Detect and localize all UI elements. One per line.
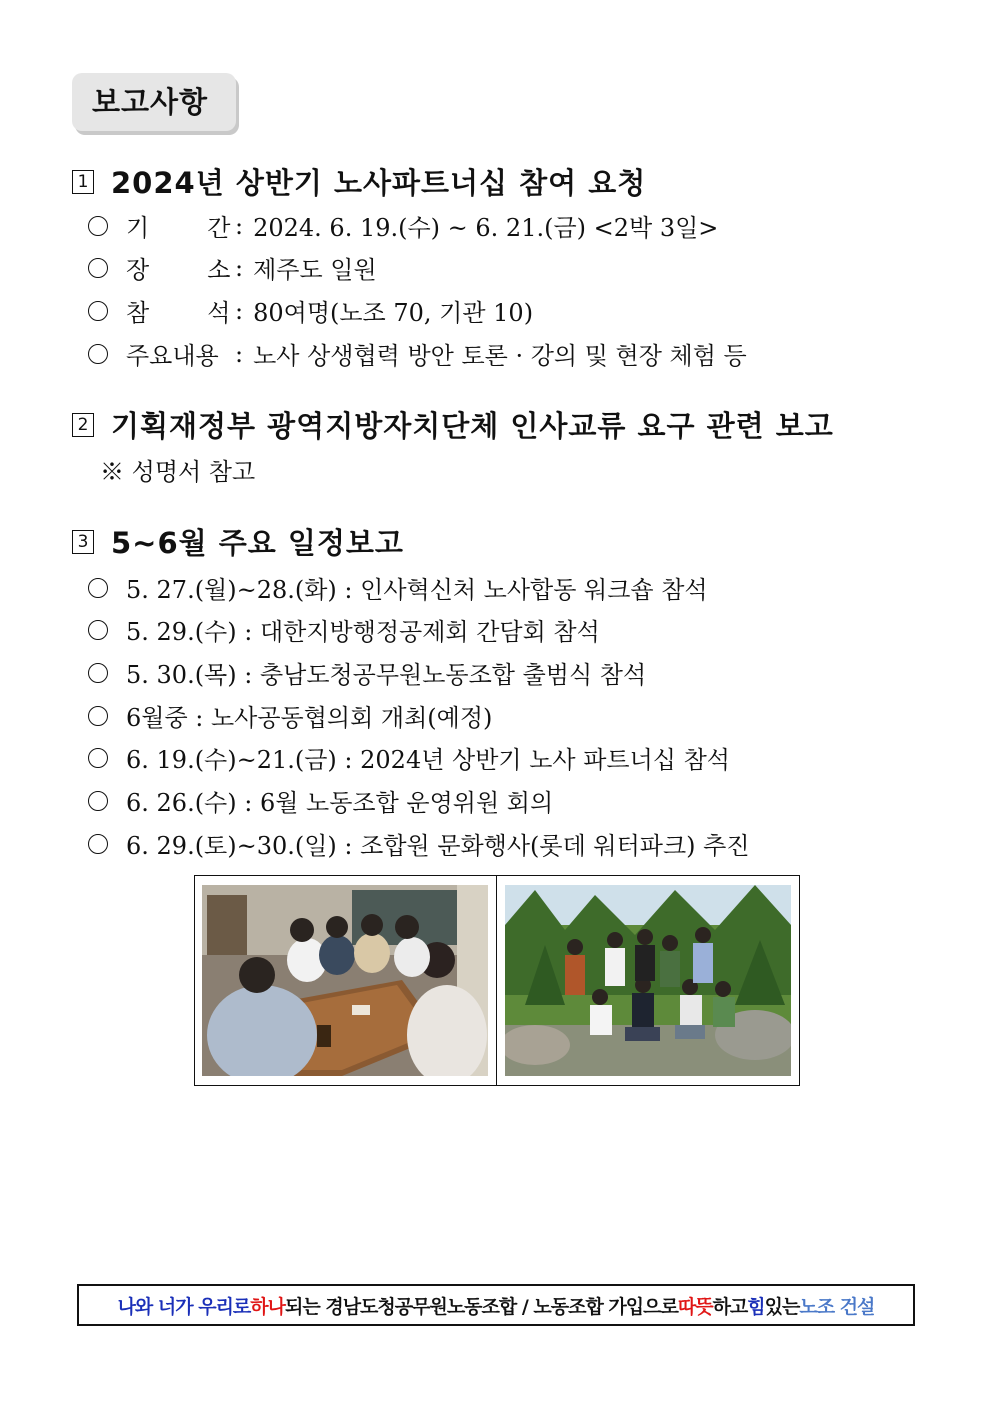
schedule-item [88, 570, 708, 605]
slogan-segment: 따뜻 [677, 1295, 713, 1318]
section-title: 2024년 상반기 노사파트너십 참여 요청 [111, 166, 647, 200]
photo-divider [496, 876, 497, 1085]
circle-bullet-icon [88, 258, 108, 278]
item-label: 참 석 [126, 299, 231, 327]
list-item [88, 336, 747, 371]
slogan-segment: 나와 너가 우리로 [117, 1295, 251, 1318]
list-item [88, 293, 533, 328]
circle-bullet-icon [88, 663, 108, 683]
schedule-text: 6. 19.(수)~21.(금) : 2024년 상반기 노사 파트너십 참석 [126, 746, 730, 774]
circle-bullet-icon [88, 834, 108, 854]
list-item [88, 250, 377, 285]
reference-note: ※ 성명서 참고 [100, 458, 256, 486]
item-colon: : [235, 339, 244, 368]
schedule-text: 5. 27.(월)~28.(화) : 인사혁신처 노사합동 워크숍 참석 [126, 576, 708, 604]
circle-bullet-icon [88, 344, 108, 364]
schedule-text: 6. 26.(수) : 6월 노동조합 운영위원 회의 [126, 789, 554, 817]
circle-bullet-icon [88, 706, 108, 726]
slogan-segment: 힘 [747, 1295, 765, 1318]
item-label: 기 간 [126, 214, 231, 242]
section-title: 기획재정부 광역지방자치단체 인사교류 요구 관련 보고 [111, 409, 834, 443]
circle-bullet-icon [88, 748, 108, 768]
item-label: 주요내용 [126, 342, 219, 370]
section-number-box: 3 [72, 530, 94, 554]
circle-bullet-icon [88, 578, 108, 598]
section-1-heading [72, 161, 646, 202]
slogan-segment: 하나 [250, 1295, 286, 1318]
report-tag: 보고사항 [72, 73, 236, 131]
slogan-segment: 하고 [712, 1295, 748, 1318]
slogan-segment: 되는 경남도청공무원노동조합 / 노동조합 가입으로 [285, 1295, 678, 1318]
schedule-text: 6. 29.(토)~30.(일) : 조합원 문화행사(롯데 워터파크) 추진 [126, 832, 750, 860]
circle-bullet-icon [88, 301, 108, 321]
section-number-box: 2 [72, 413, 94, 437]
schedule-item [88, 740, 730, 775]
schedule-item [88, 655, 646, 690]
slogan-banner [77, 1284, 915, 1326]
slogan-segment: 있는 [764, 1295, 800, 1318]
item-colon: : [235, 296, 244, 325]
section-2-heading [72, 404, 834, 445]
schedule-item [88, 612, 600, 647]
schedule-item [88, 698, 492, 733]
section-title: 5~6월 주요 일정보고 [111, 526, 404, 560]
schedule-text: 5. 29.(수) : 대한지방행정공제회 간담회 참석 [126, 618, 600, 646]
circle-bullet-icon [88, 620, 108, 640]
section-number-box: 1 [72, 170, 94, 194]
slogan-segment: 노조 건설 [799, 1295, 875, 1318]
item-value: 제주도 일원 [253, 256, 377, 284]
item-colon: : [235, 253, 244, 282]
item-value: 2024. 6. 19.(수) ~ 6. 21.(금) <2박 3일> [253, 214, 719, 242]
schedule-text: 5. 30.(목) : 충남도청공무원노동조합 출범식 참석 [126, 661, 647, 689]
item-value: 80여명(노조 70, 기관 10) [253, 299, 534, 327]
circle-bullet-icon [88, 791, 108, 811]
outdoor-group-photo [505, 885, 791, 1076]
item-colon: : [235, 211, 244, 240]
meeting-photo [202, 885, 488, 1076]
photo-table [194, 875, 800, 1086]
circle-bullet-icon [88, 216, 108, 236]
item-value: 노사 상생협력 방안 토론 · 강의 및 현장 체험 등 [253, 342, 747, 370]
schedule-text: 6월중 : 노사공동협의회 개최(예정) [126, 704, 493, 732]
section-3-heading [72, 521, 404, 562]
schedule-item [88, 826, 750, 861]
list-item [88, 208, 718, 243]
item-label: 장 소 [126, 256, 231, 284]
schedule-item [88, 783, 553, 818]
